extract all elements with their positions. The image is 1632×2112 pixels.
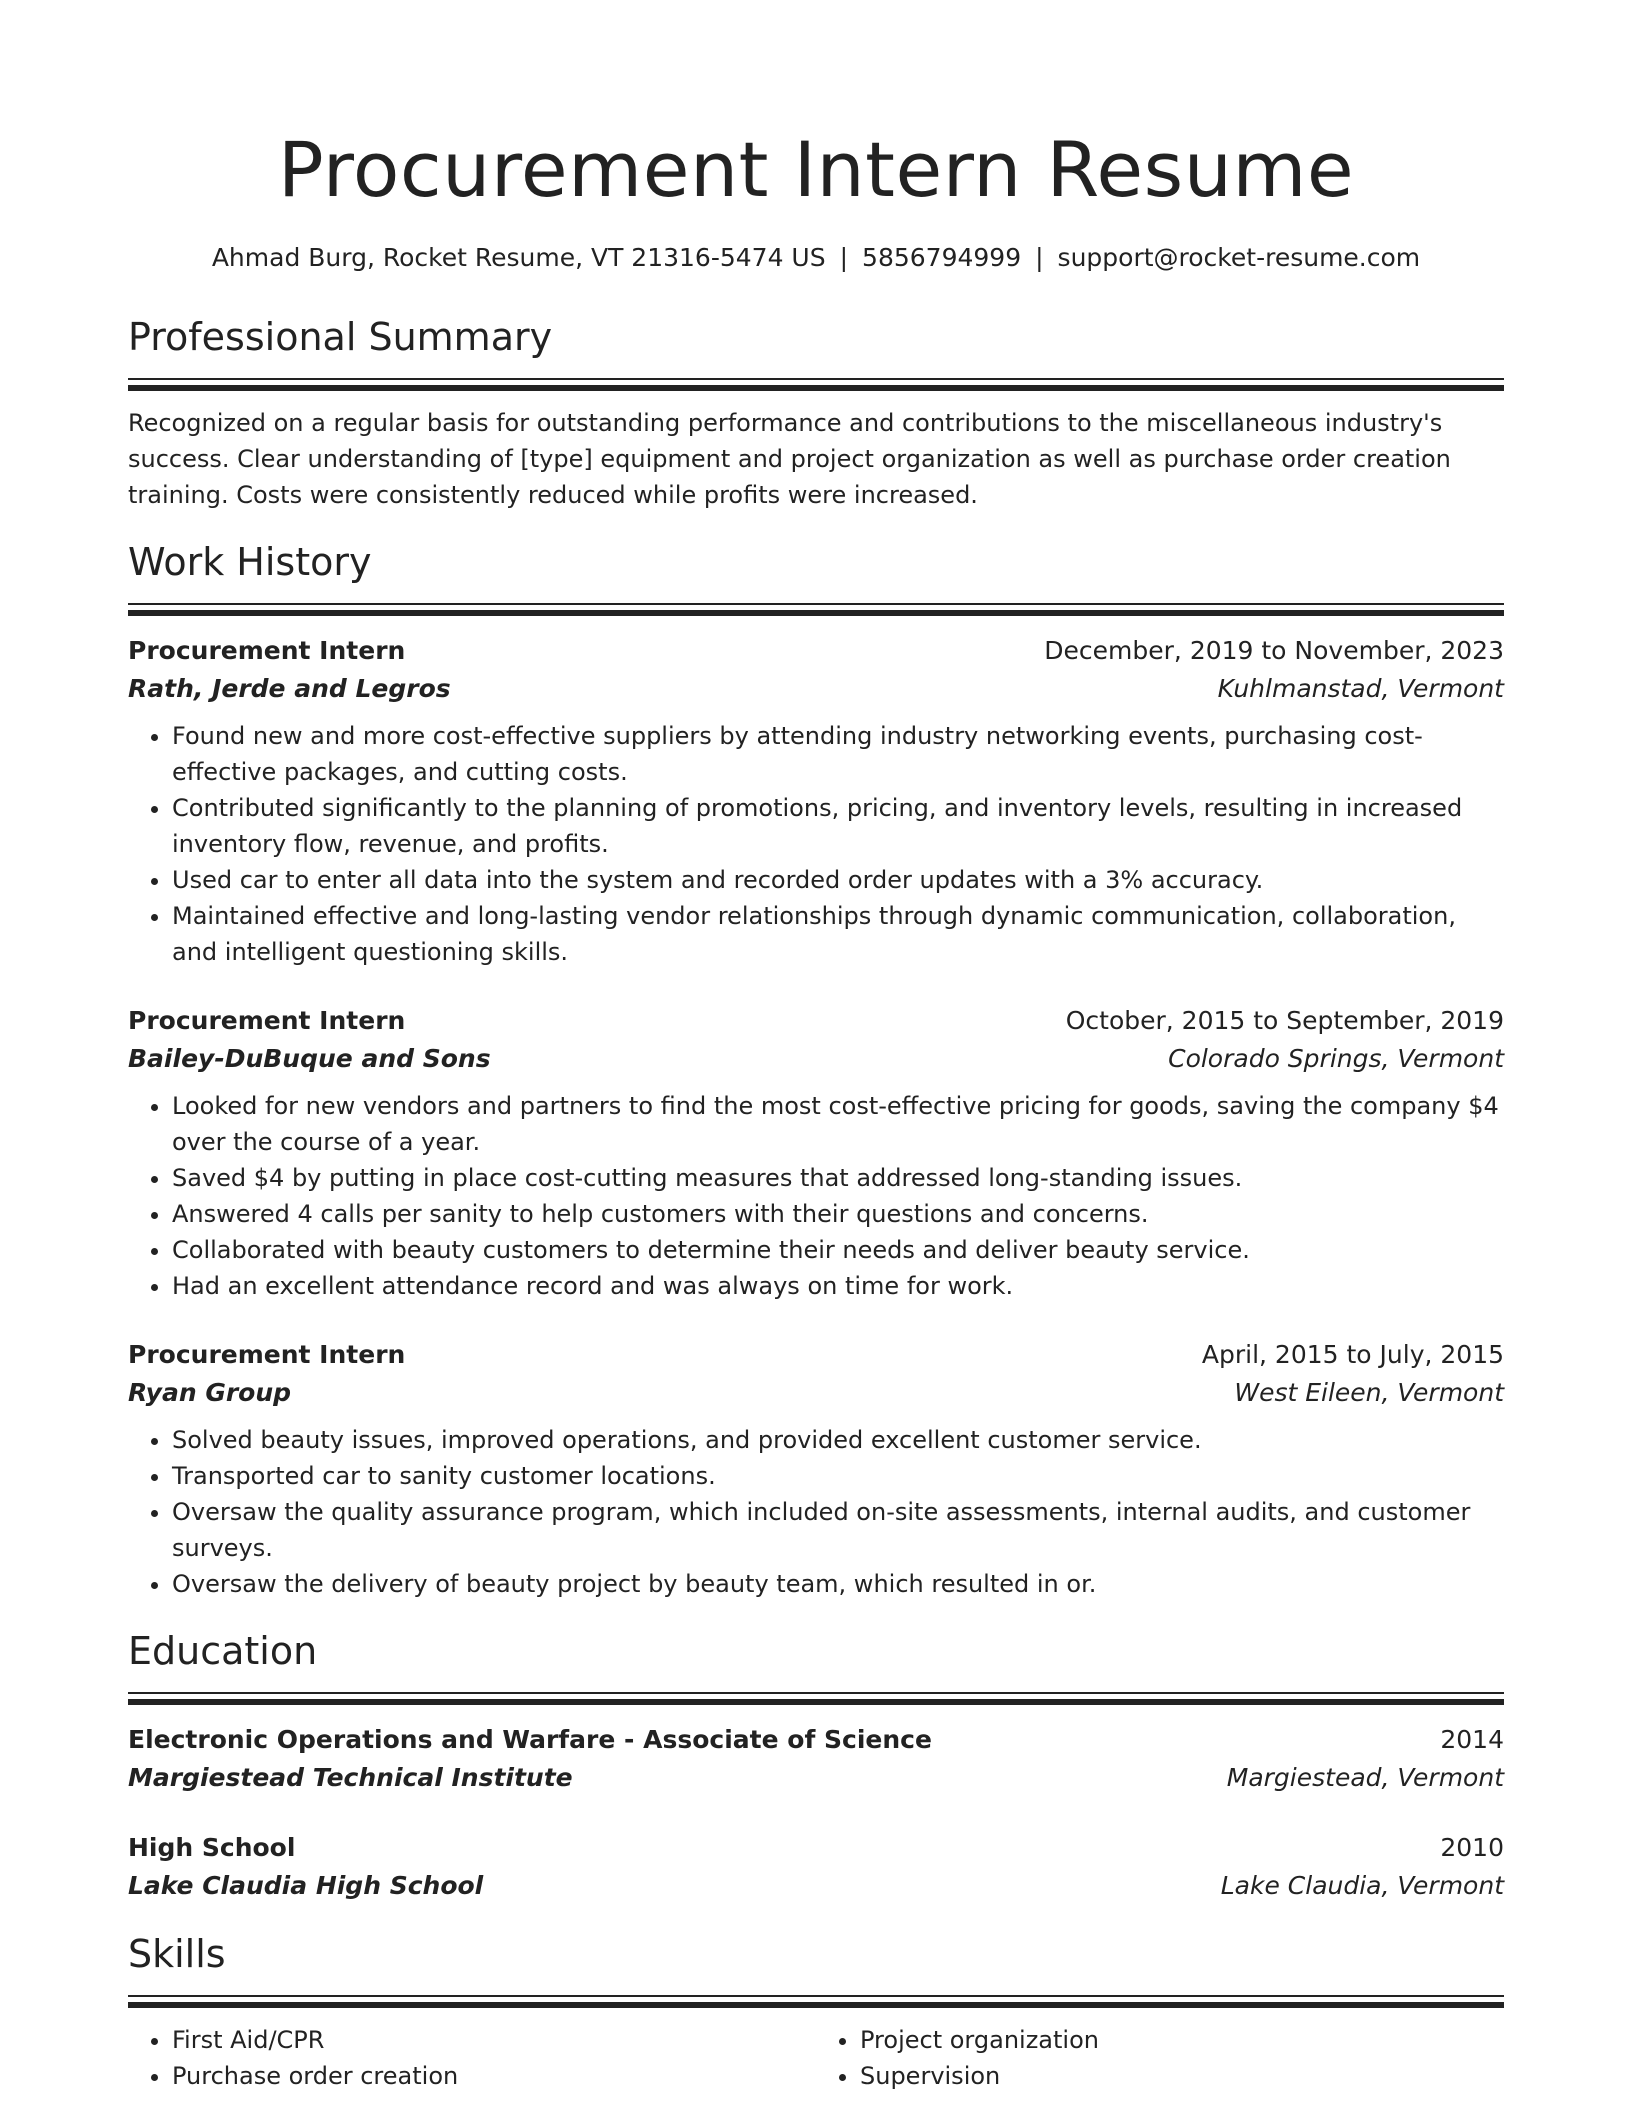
job-dates: December, 2019 to November, 2023 bbox=[1044, 636, 1504, 665]
education-year: 2010 bbox=[1440, 1833, 1504, 1862]
section-divider bbox=[128, 378, 1504, 391]
job-company: Bailey-DuBuque and Sons bbox=[128, 1044, 491, 1073]
skill-item: • Supervision bbox=[860, 2058, 1504, 2094]
job-header bbox=[128, 1336, 1504, 1374]
job-title: Procurement Intern bbox=[128, 1006, 406, 1035]
job-dates: October, 2015 to September, 2019 bbox=[1065, 1006, 1504, 1035]
education-section bbox=[128, 1624, 1504, 1905]
job-subheader bbox=[128, 670, 1504, 708]
education-entry bbox=[128, 1829, 1504, 1905]
summary-text: Recognized on a regular basis for outstanding performance and contributions to the miscellaneous industry's success. Clear understanding of [type] equipment and project organization as well as purchase order creation training. Costs were consistently reduced while profits were increased. bbox=[128, 409, 1451, 509]
job-title: Procurement Intern bbox=[128, 636, 406, 665]
job-bullet: • Answered 4 calls per sanity to help customers with their questions and concerns. bbox=[172, 1196, 1504, 1232]
contact-email: support@rocket-resume.com bbox=[1057, 243, 1421, 272]
job-bullet: • Solved beauty issues, improved operations, and provided excellent customer service. bbox=[172, 1422, 1504, 1458]
skill-item: • First Aid/CPR bbox=[172, 2022, 816, 2058]
job-location: Kuhlmanstad, Vermont bbox=[1217, 674, 1504, 703]
job-bullets bbox=[128, 1422, 1504, 1602]
job-bullet: • Used car to enter all data into the system and recorded order updates with a 3% accuracy. bbox=[172, 862, 1504, 898]
job-bullets bbox=[128, 1088, 1504, 1304]
job-bullet: • Found new and more cost-effective suppliers by attending industry networking events, purchasing cost-effective packages, and cutting costs. bbox=[172, 718, 1504, 790]
job-entry bbox=[128, 1336, 1504, 1602]
skill-item: • Project organization bbox=[860, 2022, 1504, 2058]
summary-section bbox=[128, 310, 1504, 513]
job-bullet: • Oversaw the quality assurance program, which included on-site assessments, internal audits, and customer surveys. bbox=[172, 1494, 1504, 1566]
job-bullet: • Transported car to sanity customer locations. bbox=[172, 1458, 1504, 1494]
section-heading-summary: Professional Summary bbox=[128, 315, 553, 359]
education-school: Lake Claudia High School bbox=[128, 1871, 484, 1900]
education-location: Margiestead, Vermont bbox=[1226, 1763, 1504, 1792]
job-bullets bbox=[128, 718, 1504, 970]
education-entry bbox=[128, 1721, 1504, 1797]
contact-line bbox=[128, 240, 1504, 276]
section-divider bbox=[128, 603, 1504, 616]
job-entry bbox=[128, 1002, 1504, 1304]
education-degree: High School bbox=[128, 1833, 296, 1862]
contact-phone: 5856794999 bbox=[862, 243, 1022, 272]
section-heading-skills: Skills bbox=[128, 1932, 226, 1976]
job-subheader bbox=[128, 1374, 1504, 1412]
job-bullet: • Saved $4 by putting in place cost-cutting measures that addressed long-standing issues. bbox=[172, 1160, 1504, 1196]
job-header bbox=[128, 1002, 1504, 1040]
education-year: 2014 bbox=[1440, 1725, 1504, 1754]
job-subheader bbox=[128, 1040, 1504, 1078]
education-subheader bbox=[128, 1867, 1504, 1905]
skills-column-left bbox=[128, 2022, 816, 2094]
skills-section bbox=[128, 1927, 1504, 2094]
job-location: Colorado Springs, Vermont bbox=[1168, 1044, 1504, 1073]
contact-address: Ahmad Burg, Rocket Resume, VT 21316-5474 US bbox=[211, 243, 826, 272]
education-header bbox=[128, 1721, 1504, 1759]
section-heading-education: Education bbox=[128, 1629, 318, 1673]
job-bullet: • Oversaw the delivery of beauty project by beauty team, which resulted in or. bbox=[172, 1566, 1504, 1602]
job-entry bbox=[128, 632, 1504, 970]
job-title: Procurement Intern bbox=[128, 1340, 406, 1369]
education-header bbox=[128, 1829, 1504, 1867]
job-header bbox=[128, 632, 1504, 670]
contact-separator: | bbox=[839, 243, 849, 272]
education-degree: Electronic Operations and Warfare - Associate of Science bbox=[128, 1725, 932, 1754]
education-school: Margiestead Technical Institute bbox=[128, 1763, 573, 1792]
section-divider bbox=[128, 1692, 1504, 1705]
resume-title: Procurement Intern Resume bbox=[277, 125, 1355, 214]
work-history-section bbox=[128, 535, 1504, 1602]
education-location: Lake Claudia, Vermont bbox=[1220, 1871, 1504, 1900]
job-company: Rath, Jerde and Legros bbox=[128, 674, 451, 703]
job-company: Ryan Group bbox=[128, 1378, 292, 1407]
section-heading-work-history: Work History bbox=[128, 540, 372, 584]
skills-column-right bbox=[816, 2022, 1504, 2094]
job-dates: April, 2015 to July, 2015 bbox=[1201, 1340, 1504, 1369]
skill-item: • Purchase order creation bbox=[172, 2058, 816, 2094]
job-bullet: • Collaborated with beauty customers to determine their needs and deliver beauty service. bbox=[172, 1232, 1504, 1268]
job-bullet: • Looked for new vendors and partners to find the most cost-effective pricing for goods, saving the company $4 over the course of a year. bbox=[172, 1088, 1504, 1160]
education-subheader bbox=[128, 1759, 1504, 1797]
job-bullet: • Had an excellent attendance record and was always on time for work. bbox=[172, 1268, 1504, 1304]
skills-list bbox=[128, 2022, 1504, 2094]
job-bullet: • Contributed significantly to the planning of promotions, pricing, and inventory levels, resulting in increased inventory flow, revenue, and profits. bbox=[172, 790, 1504, 862]
contact-separator: | bbox=[1035, 243, 1044, 272]
section-divider bbox=[128, 1995, 1504, 2008]
job-bullet: • Maintained effective and long-lasting vendor relationships through dynamic communication, collaboration, and intelligent questioning skills. bbox=[172, 898, 1504, 970]
job-location: West Eileen, Vermont bbox=[1234, 1378, 1504, 1407]
